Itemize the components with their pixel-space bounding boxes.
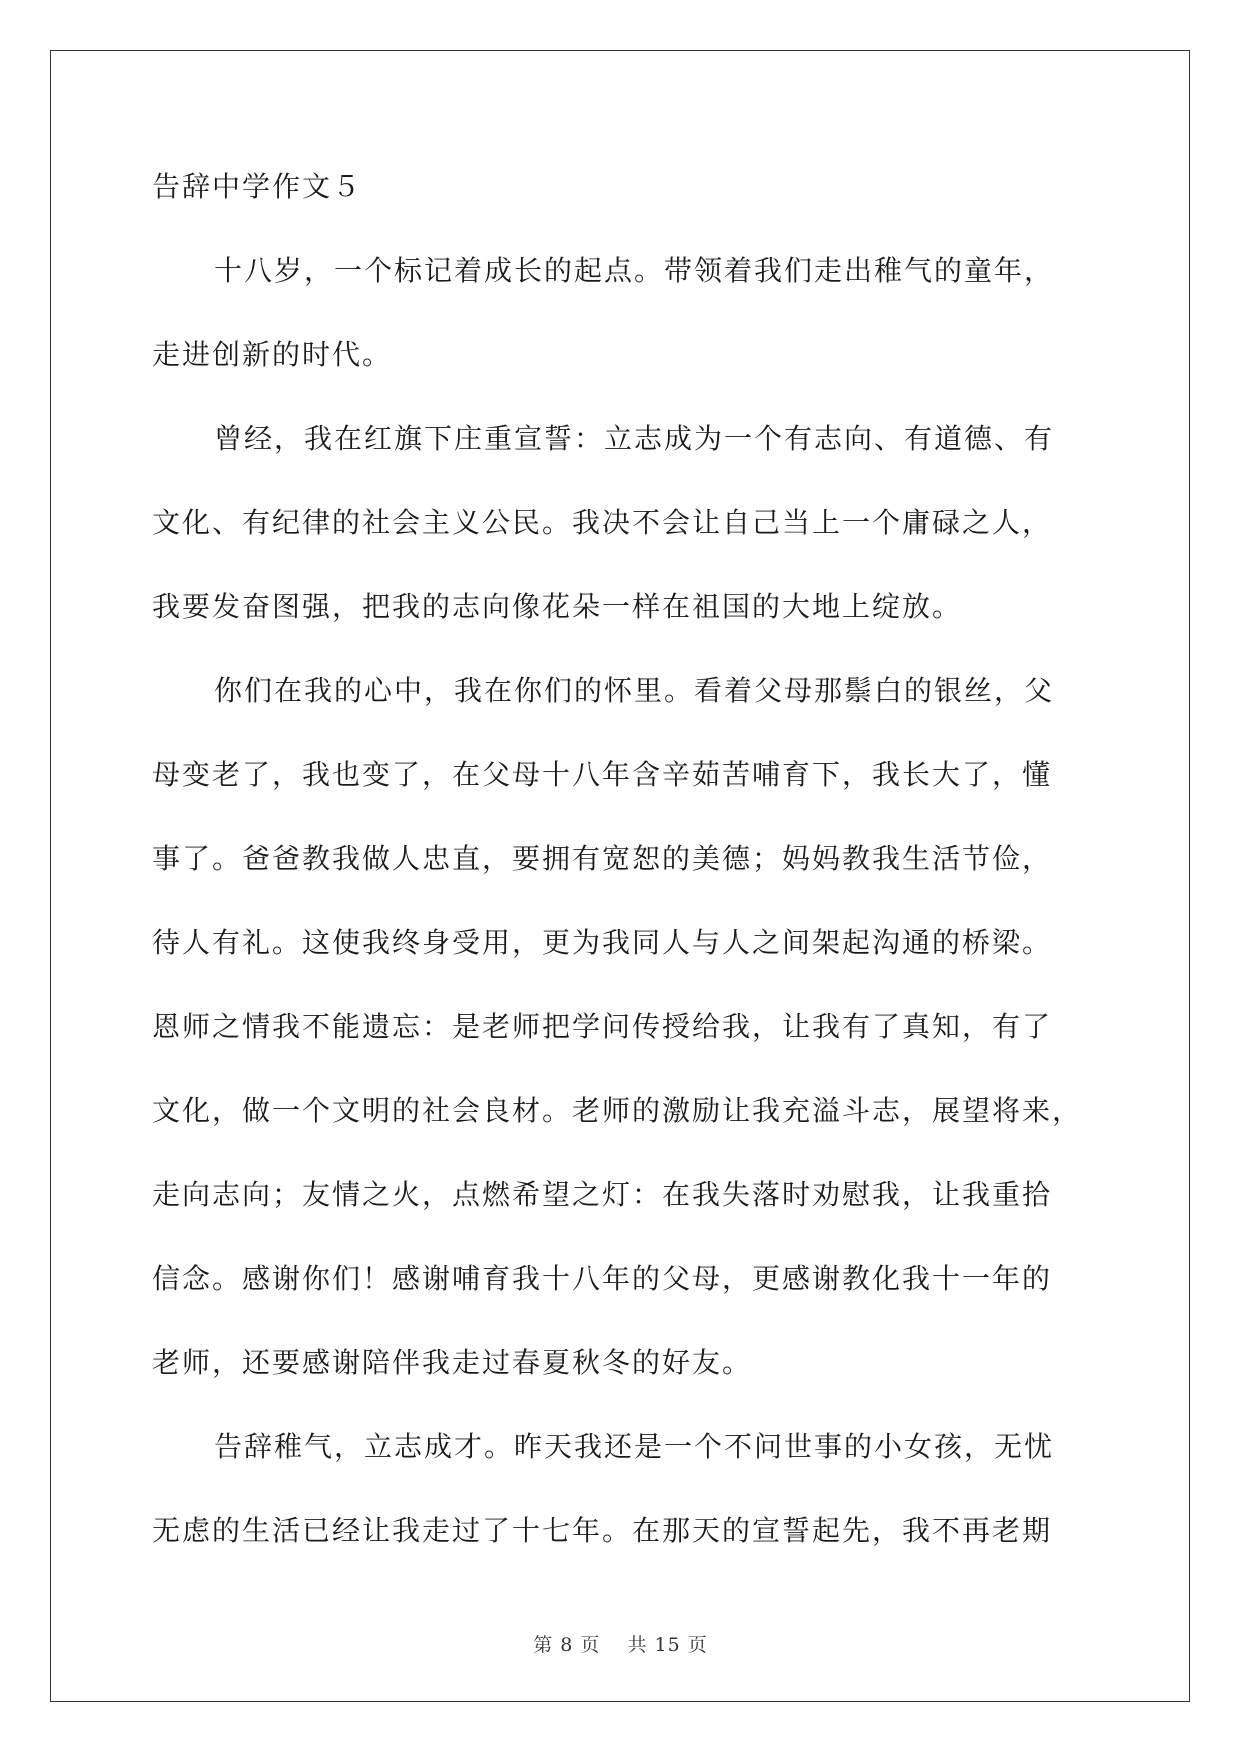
page-number: 第 8 页 (533, 1634, 601, 1656)
text-line: 文化、有纪律的社会主义公民。我决不会让自己当上一个庸碌之人， (152, 506, 1053, 539)
text-line: 事了。爸爸教我做人忠直，要拥有宽恕的美德；妈妈教我生活节俭， (152, 842, 1053, 875)
document-body (152, 160, 1112, 1558)
page-total: 共 15 页 (627, 1634, 708, 1656)
paragraph-lines (152, 244, 1112, 1558)
text-line: 信念。感谢你们！感谢哺育我十八年的父母，更感谢教化我十一年的 (152, 1262, 1053, 1295)
text-line: 我要发奋图强，把我的志向像花朵一样在祖国的大地上绽放。 (152, 590, 963, 623)
text-line: 走进创新的时代。 (152, 338, 393, 371)
text-line: 恩师之情我不能遗忘：是老师把学问传授给我，让我有了真知，有了 (152, 1010, 1053, 1043)
text-line: 告辞稚气，立志成才。昨天我还是一个不问世事的小女孩，无忧 (214, 1430, 1055, 1463)
text-line: 无虑的生活已经让我走过了十七年。在那天的宣誓起先，我不再老期 (152, 1514, 1053, 1547)
page-footer (0, 1630, 1241, 1657)
text-line: 文化，做一个文明的社会良材。老师的激励让我充溢斗志，展望将来， (152, 1094, 1083, 1127)
text-line: 待人有礼。这使我终身受用，更为我同人与人之间架起沟通的桥梁。 (152, 926, 1053, 959)
text-line: 母变老了，我也变了，在父母十八年含辛茹苦哺育下，我长大了，懂 (152, 758, 1053, 791)
text-line: 走向志向；友情之火，点燃希望之灯：在我失落时劝慰我，让我重拾 (152, 1178, 1053, 1211)
text-line: 十八岁，一个标记着成长的起点。带领着我们走出稚气的童年， (214, 254, 1055, 287)
document-title: 告辞中学作文５ (152, 170, 363, 203)
text-line: 老师，还要感谢陪伴我走过春夏秋冬的好友。 (152, 1346, 753, 1379)
text-line: 你们在我的心中，我在你们的怀里。看着父母那鬃白的银丝，父 (214, 674, 1055, 707)
text-line: 曾经，我在红旗下庄重宣誓：立志成为一个有志向、有道德、有 (214, 422, 1055, 455)
